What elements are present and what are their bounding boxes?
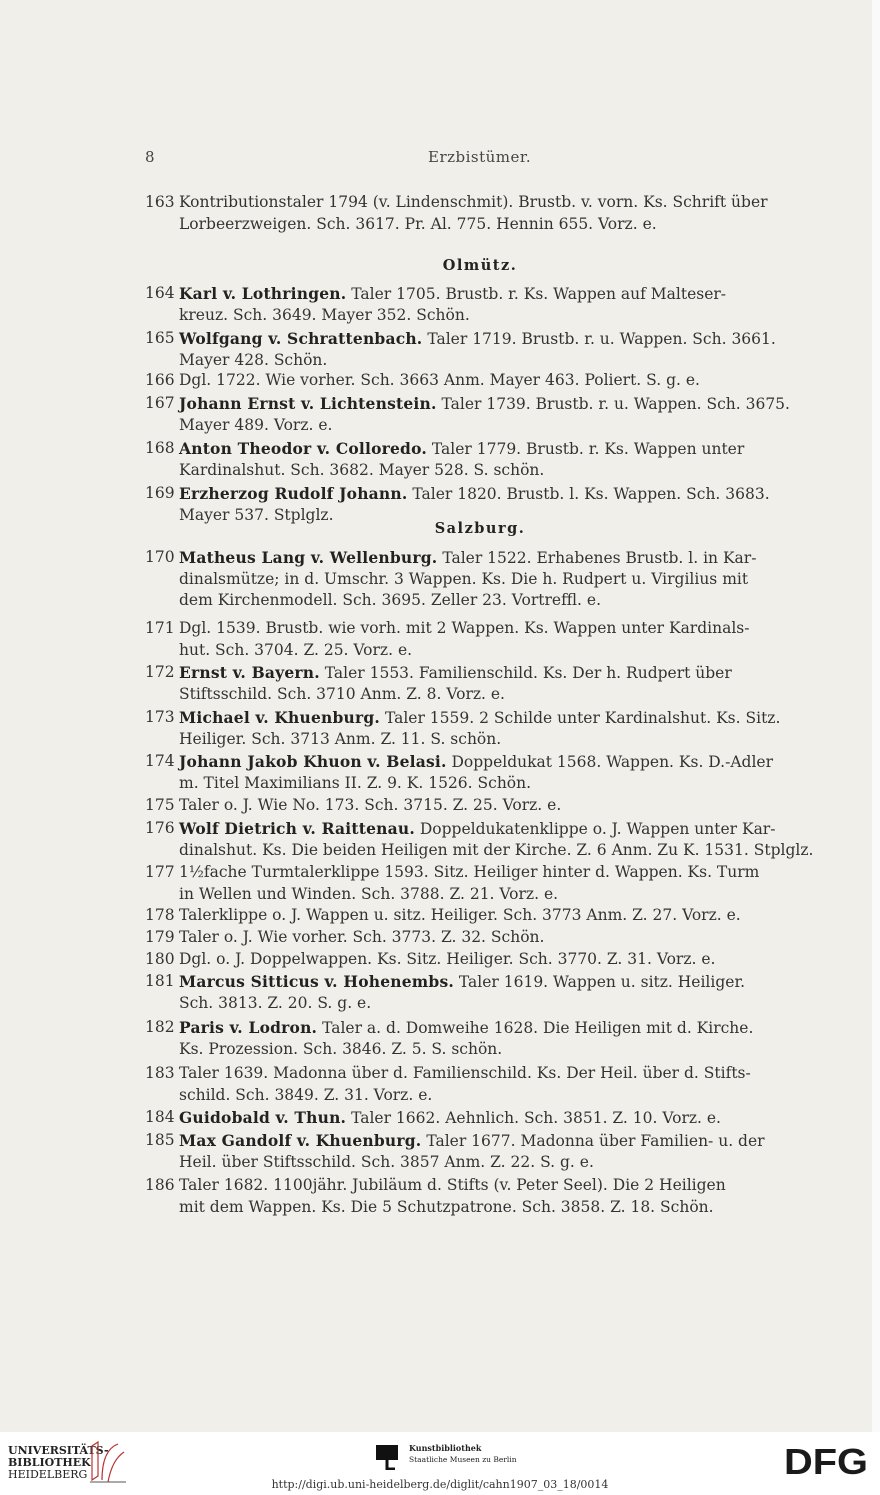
entry-line (179, 773, 531, 795)
entry-line (179, 707, 780, 730)
entry-number: 178 (145, 906, 175, 924)
entry-line (179, 305, 470, 327)
entry-line (179, 927, 544, 949)
ruler-name: Erzherzog Rudolf Johann. (179, 484, 408, 503)
entry-line (179, 751, 773, 774)
ruler-name: Guidobald v. Thun. (179, 1108, 347, 1127)
entry-line (179, 1085, 432, 1107)
entry-number: 164 (145, 284, 175, 302)
ruler-name: Michael v. Khuenburg. (179, 708, 381, 727)
entry-text: Taler 1677. Madonna über Familien- u. der (421, 1132, 765, 1150)
entry-line (179, 993, 371, 1015)
entry-line (179, 949, 715, 971)
kb-title: Kunstbibliothek (409, 1443, 482, 1453)
ruler-name: Paris v. Lodron. (179, 1018, 318, 1037)
entry-text: Ks. Prozession. Sch. 3846. Z. 5. S. schön. (179, 1039, 503, 1058)
entry-text: Dgl. 1539. Brustb. wie vorh. mit 2 Wappen. Ks. Wappen unter Kardinals- (179, 619, 750, 637)
entry-number: 180 (145, 950, 175, 968)
entry-text: Taler 1522. Erhabenes Brustb. l. in Kar- (437, 549, 757, 567)
ruler-name: Wolfgang v. Schrattenbach. (179, 329, 423, 348)
entry-line (179, 192, 768, 214)
entry-line (179, 818, 775, 841)
entry-line (179, 662, 732, 685)
ruler-name: Wolf Dietrich v. Raittenau. (179, 819, 415, 838)
entry-number: 181 (145, 972, 175, 990)
entry-line (179, 1063, 751, 1085)
entry-text: Dgl. 1722. Wie vorher. Sch. 3663 Anm. Mayer 463. Poliert. S. g. e. (179, 371, 700, 389)
ruler-name: Matheus Lang v. Wellenburg. (179, 548, 438, 567)
entry-line (179, 640, 412, 662)
entry-text: Taler o. J. Wie vorher. Sch. 3773. Z. 32. Schön. (179, 928, 545, 946)
entry-line (179, 547, 756, 570)
entry-text: Taler o. J. Wie No. 173. Sch. 3715. Z. 25. Vorz. e. (179, 796, 562, 814)
entry-line (179, 393, 790, 416)
section-heading-olmuetz: Olmütz. (442, 257, 518, 274)
entry-text: Heiliger. Sch. 3713 Anm. Z. 11. S. schön. (179, 729, 502, 748)
entry-number: 175 (145, 796, 175, 814)
entry-line (179, 862, 759, 884)
entry-line (179, 840, 813, 862)
entry-number: 165 (145, 329, 175, 347)
entry-text: Taler 1739. Brustb. r. u. Wappen. Sch. 3675. (436, 395, 790, 413)
entry-line (179, 1175, 726, 1197)
entry-number: 186 (145, 1176, 175, 1194)
entry-text: in Wellen und Winden. Sch. 3788. Z. 21. Vorz. e. (179, 884, 559, 903)
entry-text: Kardinalshut. Sch. 3682. Mayer 528. S. schön. (179, 460, 545, 479)
entry-line (179, 370, 700, 392)
entry-text: Mayer 428. Schön. (179, 350, 328, 369)
page-number: 8 (145, 148, 156, 166)
permalink-url[interactable]: http://digi.ub.uni-heidelberg.de/diglit/cahn1907_03_18/0014 (271, 1478, 609, 1491)
entry-line (179, 415, 332, 437)
page-edge (872, 0, 880, 1432)
entry-line (179, 483, 770, 506)
ruler-name: Johann Jakob Khuon v. Belasi. (179, 752, 447, 771)
entry-text: 1½fache Turmtalerklippe 1593. Sitz. Heiliger hinter d. Wappen. Ks. Turm (179, 863, 760, 881)
entry-line (179, 1152, 594, 1174)
ub-logo-line3: HEIDELBERG (8, 1468, 88, 1481)
entry-number: 179 (145, 928, 175, 946)
entry-number: 163 (145, 193, 175, 211)
entry-text: Taler 1639. Madonna über d. Familienschild. Ks. Der Heil. über d. Stifts- (179, 1064, 751, 1082)
entry-line (179, 729, 501, 751)
entry-line (179, 328, 776, 351)
entry-line (179, 350, 327, 372)
entry-number: 168 (145, 439, 175, 457)
entry-number: 171 (145, 619, 175, 637)
kunstbibliothek-icon (375, 1444, 399, 1470)
entry-text: Taler 1820. Brustb. l. Ks. Wappen. Sch. 3683. (407, 485, 770, 503)
entry-number: 183 (145, 1064, 175, 1082)
entry-number: 177 (145, 863, 175, 881)
entry-text: Doppeldukatenklippe o. J. Wappen unter Kar- (414, 820, 776, 838)
entry-number: 169 (145, 484, 175, 502)
entry-line (179, 1130, 765, 1153)
entry-number: 185 (145, 1131, 175, 1149)
entry-text: Taler 1619. Wappen u. sitz. Heiliger. (453, 973, 746, 991)
entry-text: Dgl. o. J. Doppelwappen. Ks. Sitz. Heiliger. Sch. 3770. Z. 31. Vorz. e. (179, 950, 716, 968)
entry-line (179, 590, 601, 612)
entry-text: Taler 1682. 1100jähr. Jubiläum d. Stifts (v. Peter Seel). Die 2 Heiligen (179, 1176, 726, 1194)
entry-number: 182 (145, 1018, 175, 1036)
entry-number: 174 (145, 752, 175, 770)
entry-text: Lorbeerzweigen. Sch. 3617. Pr. Al. 775. Hennin 655. Vorz. e. (179, 214, 657, 233)
entry-text: Mayer 489. Vorz. e. (179, 415, 333, 434)
ruler-name: Karl v. Lothringen. (179, 284, 347, 303)
ruler-name: Johann Ernst v. Lichtenstein. (179, 394, 437, 413)
entry-text: Heil. über Stiftsschild. Sch. 3857 Anm. Z. 22. S. g. e. (179, 1152, 594, 1171)
entry-text: Taler 1553. Familienschild. Ks. Der h. Rudpert über (319, 664, 732, 682)
ruler-name: Marcus Sitticus v. Hohenembs. (179, 972, 454, 991)
entry-text: mit dem Wappen. Ks. Die 5 Schutzpatrone. Sch. 3858. Z. 18. Schön. (179, 1197, 714, 1216)
entry-text: Mayer 537. Stplglz. (179, 505, 334, 524)
section-heading-salzburg: Salzburg. (434, 520, 526, 537)
entry-line (179, 684, 505, 706)
entry-line (179, 971, 745, 994)
entry-line (179, 884, 558, 906)
entry-line (179, 1107, 721, 1130)
entry-line (179, 1039, 502, 1061)
entry-line (179, 1197, 714, 1219)
entry-text: kreuz. Sch. 3649. Mayer 352. Schön. (179, 305, 470, 324)
dfg-logo[interactable] (784, 1443, 870, 1477)
entry-line (179, 283, 726, 306)
entry-text: Stiftsschild. Sch. 3710 Anm. Z. 8. Vorz. e. (179, 684, 505, 703)
entry-number: 173 (145, 708, 175, 726)
entry-text: dinalshut. Ks. Die beiden Heiligen mit der Kirche. Z. 6 Anm. Zu K. 1531. Stplglz. (179, 840, 814, 859)
ruler-name: Max Gandolf v. Khuenburg. (179, 1131, 422, 1150)
entry-number: 176 (145, 819, 175, 837)
entry-text: Taler 1719. Brustb. r. u. Wappen. Sch. 3661. (422, 330, 776, 348)
entry-text: Talerklippe o. J. Wappen u. sitz. Heiliger. Sch. 3773 Anm. Z. 27. Vorz. e. (179, 906, 741, 924)
entry-line (179, 460, 544, 482)
entry-text: Taler 1705. Brustb. r. Ks. Wappen auf Malteser- (346, 285, 727, 303)
entry-line (179, 569, 748, 591)
entry-line (179, 505, 334, 527)
ub-logo-line2: BIBLIOTHEK (8, 1456, 91, 1469)
entry-line (179, 618, 749, 640)
entry-line (179, 1017, 753, 1040)
kb-subtitle: Staatliche Museen zu Berlin (409, 1455, 517, 1464)
dfg-logo-text: DFG (784, 1443, 868, 1477)
entry-number: 172 (145, 663, 175, 681)
ub-logo-line1: UNIVERSITÄTS- (8, 1444, 109, 1457)
entry-text: dinalsmütze; in d. Umschr. 3 Wappen. Ks. Die h. Rudpert u. Virgilius mit (179, 569, 749, 588)
running-head: Erzbistümer. (428, 148, 532, 166)
entry-text: Sch. 3813. Z. 20. S. g. e. (179, 993, 372, 1012)
entry-text: dem Kirchenmodell. Sch. 3695. Zeller 23. Vortreffl. e. (179, 591, 602, 609)
entry-line (179, 214, 657, 236)
ruler-name: Anton Theodor v. Colloredo. (179, 439, 427, 458)
entry-text: Taler a. d. Domweihe 1628. Die Heiligen mit d. Kirche. (317, 1019, 754, 1037)
entry-line (179, 438, 744, 461)
kunstbibliothek-logo[interactable] (409, 1443, 517, 1465)
entry-text: Taler 1559. 2 Schilde unter Kardinalshut. Ks. Sitz. (380, 709, 781, 727)
entry-number: 166 (145, 371, 175, 389)
entry-text: Kontributionstaler 1794 (v. Lindenschmit). Brustb. v. vorn. Ks. Schrift über (179, 193, 768, 211)
entry-text: schild. Sch. 3849. Z. 31. Vorz. e. (179, 1085, 433, 1104)
entry-text: Taler 1662. Aehnlich. Sch. 3851. Z. 10. Vorz. e. (346, 1109, 721, 1127)
entry-line (179, 795, 561, 817)
ruler-name: Ernst v. Bayern. (179, 663, 320, 682)
entry-text: Taler 1779. Brustb. r. Ks. Wappen unter (426, 440, 745, 458)
entry-number: 184 (145, 1108, 175, 1126)
entry-text: hut. Sch. 3704. Z. 25. Vorz. e. (179, 640, 413, 659)
entry-line (179, 905, 741, 927)
entry-number: 170 (145, 548, 175, 566)
entry-number: 167 (145, 394, 175, 412)
entry-text: Doppeldukat 1568. Wappen. Ks. D.-Adler (446, 753, 773, 771)
entry-text: m. Titel Maximilians II. Z. 9. K. 1526. Schön. (179, 773, 532, 792)
